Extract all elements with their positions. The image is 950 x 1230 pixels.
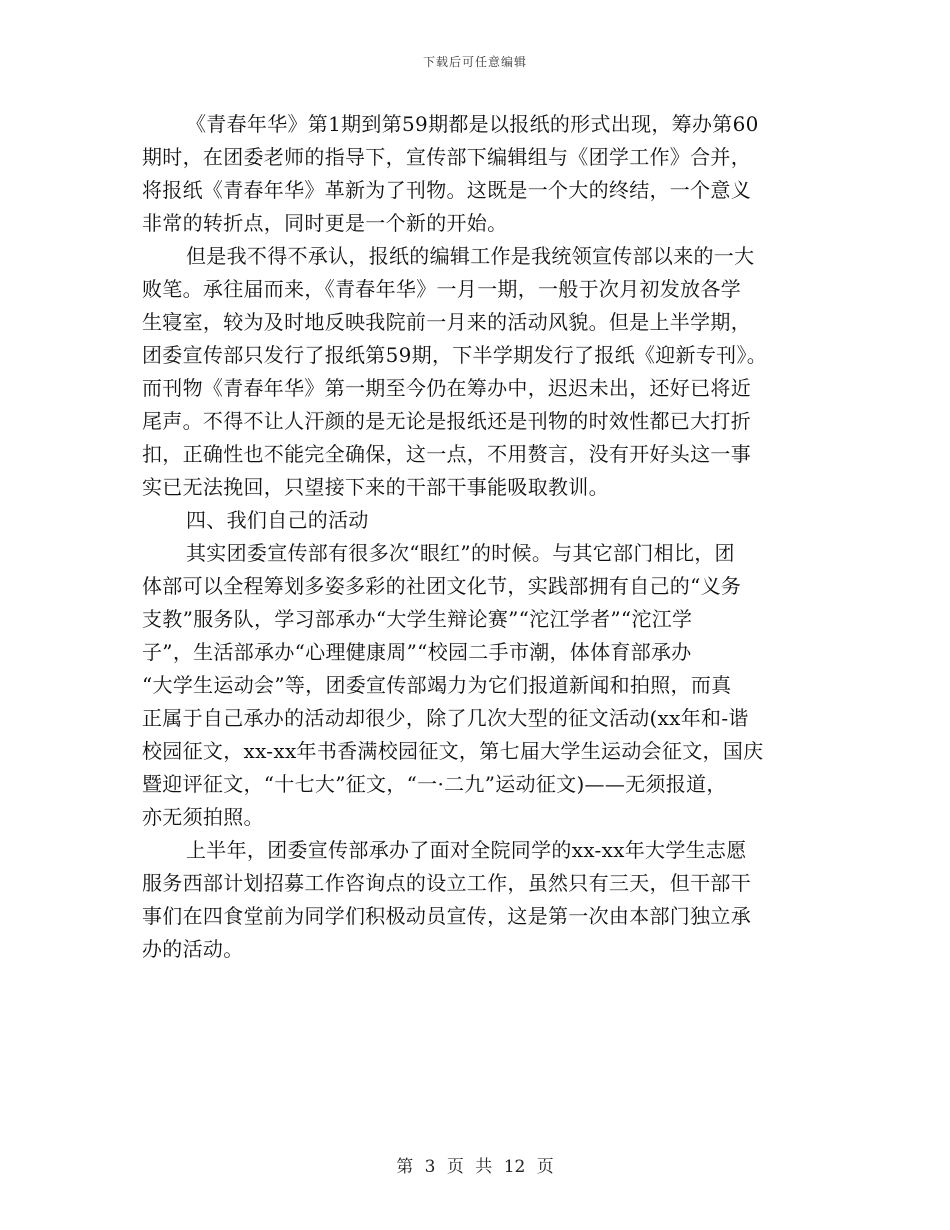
text-line: 将报纸《青春年华》革新为了刊物。这既是一个大的终结，一个意义 — [142, 178, 751, 202]
text-line: 《青春年华》第1期到第59期都是以报纸的形式出现，筹办第60 — [186, 112, 759, 136]
text-line: 暨迎评征文，“十七大”征文，“一·二九”运动征文)——无须报道， — [142, 772, 727, 796]
text-line: 而刊物《青春年华》第一期至今仍在筹办中，迟迟未出，还好已将近 — [142, 376, 751, 400]
text-line: 非常的转折点，同时更是一个新的开始。 — [142, 211, 508, 235]
text-line: 子”，生活部承办“心理健康周”“校园二手市潮，体体育部承办 — [142, 640, 692, 664]
page-number-footer: 第 3 页 共 12 页 — [396, 1157, 554, 1177]
text-line: 上半年，团委宣传部承办了面对全院同学的xx-xx年大学生志愿 — [186, 838, 747, 862]
text-line: 服务西部计划招募工作咨询点的设立工作，虽然只有三天，但干部干 — [142, 871, 751, 895]
text-line: 支教”服务队，学习部承办“大学生辩论赛”“沱江学者”“沱江学 — [142, 607, 693, 631]
text-line: 其实团委宣传部有很多次“眼红”的时候。与其它部门相比，团 — [186, 541, 735, 565]
text-line: 败笔。承往届而来，《青春年华》一月一期，一般于次月初发放各学 — [142, 277, 741, 301]
text-line: 体部可以全程筹划多姿多彩的社团文化节，实践部拥有自己的“义务 — [142, 574, 742, 598]
page-header-note: 下载后可任意编辑 — [422, 55, 527, 69]
text-line: 正属于自己承办的活动却很少，除了几次大型的征文活动(xx年和-谐 — [142, 706, 749, 730]
document-body — [142, 108, 814, 966]
text-line: 生寝室，较为及时地反映我院前一月来的活动风貌。但是上半学期， — [142, 310, 751, 334]
text-line: 尾声。不得不让人汗颜的是无论是报纸还是刊物的时效性都已大打折 — [142, 409, 751, 433]
text-line: 但是我不得不承认，报纸的编辑工作是我统领宣传部以来的一大 — [186, 244, 755, 268]
text-line: 事们在四食堂前为同学们积极动员宣传，这是第一次由本部门独立承 — [142, 904, 751, 928]
text-line: 团委宣传部只发行了报纸第59期，下半学期发行了报纸《迎新专刊》。 — [142, 343, 768, 367]
section-heading: 四、我们自己的活动 — [186, 508, 369, 532]
text-line: 扣，正确性也不能完全确保，这一点，不用赘言，没有开好头这一事 — [142, 442, 751, 466]
text-line: 实已无法挽回，只望接下来的干部干事能吸取教训。 — [142, 475, 609, 499]
text-line: 校园征文，xx-xx年书香满校园征文，第七届大学生运动会征文，国庆 — [142, 739, 764, 763]
text-line: “大学生运动会”等，团委宣传部竭力为它们报道新闻和拍照，而真 — [142, 673, 732, 697]
text-line: 亦无须拍照。 — [142, 805, 264, 829]
text-line: 期时，在团委老师的指导下，宣传部下编辑组与《团学工作》合并， — [142, 145, 751, 169]
text-line: 办的活动。 — [142, 937, 244, 961]
